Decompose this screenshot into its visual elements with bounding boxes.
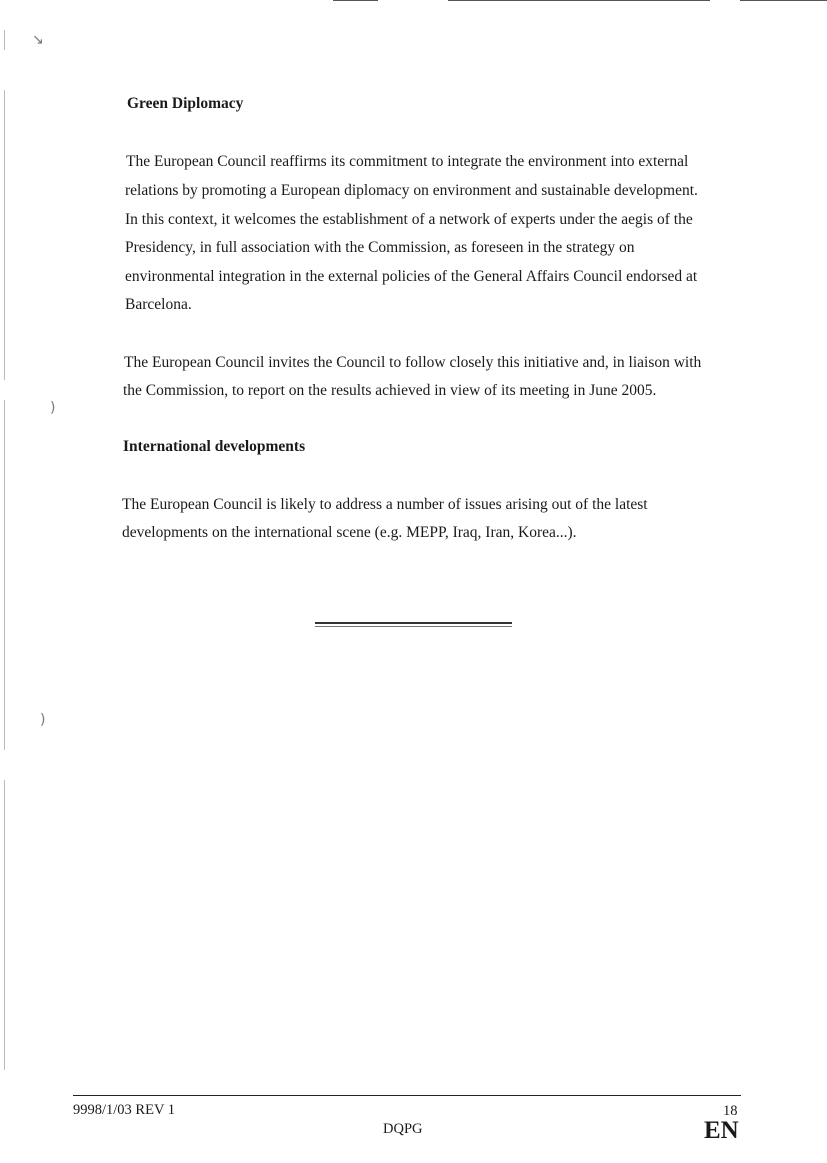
paragraph-line: The European Council is likely to address a number of issues arising out of the latest (122, 496, 648, 513)
scan-edge-line (448, 0, 710, 1)
paragraph-line: relations by promoting a European diplomacy on environment and sustainable development. (125, 182, 698, 199)
paragraph-line: developments on the international scene (e.g. MEPP, Iraq, Iran, Korea...). (122, 524, 577, 541)
binder-hole-mark: ) (40, 712, 46, 728)
scan-margin-line (4, 400, 5, 750)
paragraph-line: In this context, it welcomes the establishment of a network of experts under the aegis of the (125, 211, 693, 228)
section-heading: Green Diplomacy (127, 95, 244, 112)
department-code: DQPG (383, 1121, 423, 1137)
paragraph-line: The European Council reaffirms its commitment to integrate the environment into external (126, 153, 689, 170)
document-reference: 9998/1/03 REV 1 (73, 1102, 176, 1118)
punch-mark: ↘ (32, 32, 44, 48)
paragraph-line: Barcelona. (125, 296, 192, 313)
footer-rule (73, 1095, 741, 1096)
end-rule (315, 622, 512, 624)
scan-edge-line (333, 0, 378, 1)
end-rule (315, 626, 512, 627)
page-number: 18 (723, 1103, 738, 1119)
paragraph-line: environmental integration in the external policies of the General Affairs Council endorsed at (125, 268, 698, 285)
paragraph-line: The European Council invites the Council to follow closely this initiative and, in liaison with (124, 354, 702, 371)
paragraph-line: Presidency, in full association with the Commission, as foreseen in the strategy on (125, 239, 635, 256)
scan-margin-line (4, 30, 5, 50)
paragraph-line: the Commission, to report on the results achieved in view of its meeting in June 2005. (123, 382, 657, 399)
scan-margin-line (4, 90, 5, 380)
language-code: EN (704, 1117, 739, 1144)
scan-margin-line (4, 780, 5, 1070)
binder-hole-mark: ) (50, 400, 56, 416)
scan-edge-line (740, 0, 827, 1)
section-heading: International developments (123, 438, 306, 455)
